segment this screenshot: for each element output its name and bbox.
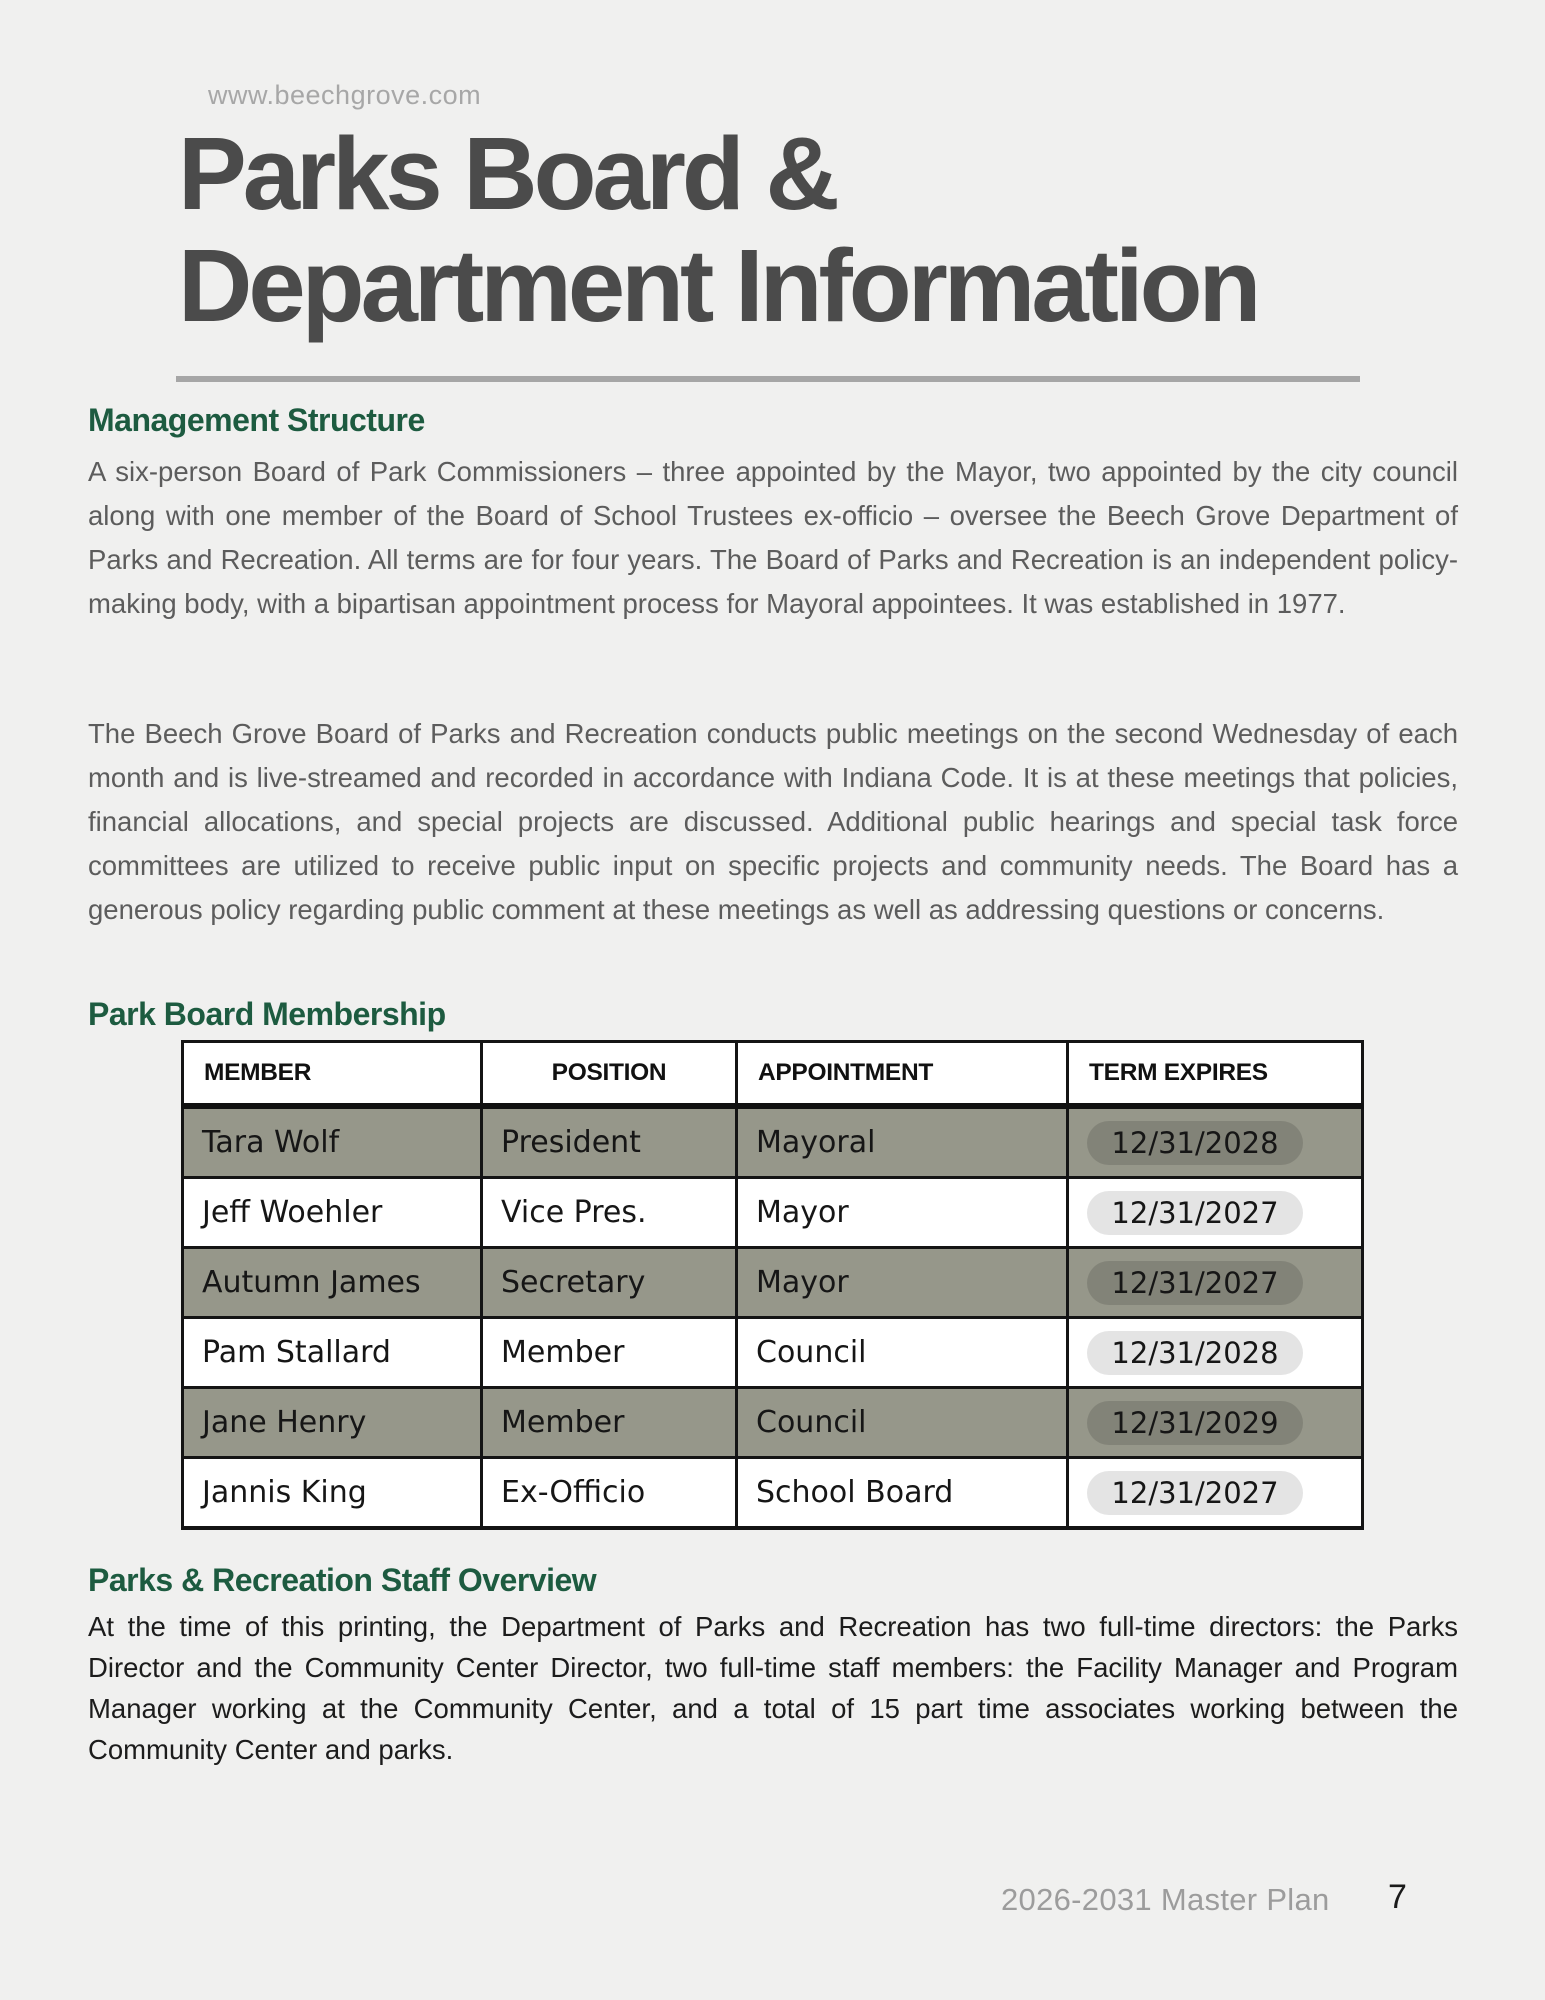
position-cell: Vice Pres. bbox=[482, 1178, 737, 1248]
table-header-row bbox=[183, 1042, 1363, 1107]
footer-plan-label: 2026-2031 Master Plan bbox=[1001, 1882, 1330, 1917]
member-cell: Jannis King bbox=[183, 1458, 482, 1529]
staff-paragraph: At the time of this printing, the Department of Parks and Recreation has two full-time directors: the Parks Director and the Community Center Director, two full-time staff members: the Facility Manager and Program Manager working at the Community Center, and a total of 15 part time associates working between the Community Center and parks. bbox=[88, 1611, 1458, 1765]
term-expires-pill: 12/31/2029 bbox=[1087, 1401, 1303, 1445]
term-expires-pill: 12/31/2028 bbox=[1087, 1121, 1303, 1165]
member-cell: Autumn James bbox=[183, 1248, 482, 1318]
appointment-cell: Mayor bbox=[737, 1178, 1068, 1248]
section-heading-management: Management Structure bbox=[88, 402, 425, 438]
term-expires-cell bbox=[1068, 1178, 1363, 1248]
site-url: www.beechgrove.com bbox=[208, 80, 482, 110]
member-cell: Jeff Woehler bbox=[183, 1178, 482, 1248]
term-expires-pill: 12/31/2027 bbox=[1087, 1471, 1303, 1515]
footer-page-number: 7 bbox=[1388, 1878, 1407, 1916]
position-cell: President bbox=[482, 1106, 737, 1178]
term-expires-cell bbox=[1068, 1388, 1363, 1458]
table-row bbox=[183, 1388, 1363, 1458]
appointment-cell: School Board bbox=[737, 1458, 1068, 1529]
table-header-cell: APPOINTMENT bbox=[737, 1042, 1068, 1107]
appointment-cell: Council bbox=[737, 1318, 1068, 1388]
term-expires-cell bbox=[1068, 1106, 1363, 1178]
management-paragraph-1: A six-person Board of Park Commissioners – three appointed by the Mayor, two appointed by the city council along with one member of the Board of School Trustees ex-officio – oversee the Beech Grove Department of Parks and Recreation. All terms are for four years. The Board of Parks and Recreation is an independent policy-making body, with a bipartisan appointment process for Mayoral appointees. It was established in 1977. bbox=[88, 456, 1458, 619]
membership-table bbox=[181, 1040, 1364, 1530]
appointment-cell: Council bbox=[737, 1388, 1068, 1458]
member-cell: Pam Stallard bbox=[183, 1318, 482, 1388]
title-underline-rule bbox=[176, 376, 1360, 382]
term-expires-pill: 12/31/2028 bbox=[1087, 1331, 1303, 1375]
term-expires-cell bbox=[1068, 1458, 1363, 1529]
term-expires-cell bbox=[1068, 1248, 1363, 1318]
member-cell: Tara Wolf bbox=[183, 1106, 482, 1178]
table-header-cell: MEMBER bbox=[183, 1042, 482, 1107]
position-cell: Secretary bbox=[482, 1248, 737, 1318]
appointment-cell: Mayor bbox=[737, 1248, 1068, 1318]
table-row bbox=[183, 1106, 1363, 1178]
term-expires-pill: 12/31/2027 bbox=[1087, 1261, 1303, 1305]
term-expires-pill: 12/31/2027 bbox=[1087, 1191, 1303, 1235]
table-row bbox=[183, 1178, 1363, 1248]
position-cell: Member bbox=[482, 1388, 737, 1458]
table-row bbox=[183, 1458, 1363, 1529]
management-paragraph-2: The Beech Grove Board of Parks and Recreation conducts public meetings on the second Wednesday of each month and is live-streamed and recorded in accordance with Indiana Code. It is at these meetings that policies, financial allocations, and special projects are discussed. Additional public hearings and special task force committees are utilized to receive public input on specific projects and community needs. The Board has a generous policy regarding public comment at these meetings as well as addressing questions or concerns. bbox=[88, 718, 1458, 925]
page-title-line-2: Department Information bbox=[178, 228, 1258, 344]
term-expires-cell bbox=[1068, 1318, 1363, 1388]
table-header-cell: TERM EXPIRES bbox=[1068, 1042, 1363, 1107]
page-title-line-1: Parks Board & bbox=[178, 116, 836, 231]
appointment-cell: Mayoral bbox=[737, 1106, 1068, 1178]
table-row bbox=[183, 1248, 1363, 1318]
position-cell: Member bbox=[482, 1318, 737, 1388]
member-cell: Jane Henry bbox=[183, 1388, 482, 1458]
table-row bbox=[183, 1318, 1363, 1388]
page-title bbox=[178, 118, 1257, 343]
section-heading-membership: Park Board Membership bbox=[88, 996, 446, 1032]
table-header-cell: POSITION bbox=[482, 1042, 737, 1107]
position-cell: Ex-Officio bbox=[482, 1458, 737, 1529]
section-heading-staff: Parks & Recreation Staff Overview bbox=[88, 1562, 597, 1598]
